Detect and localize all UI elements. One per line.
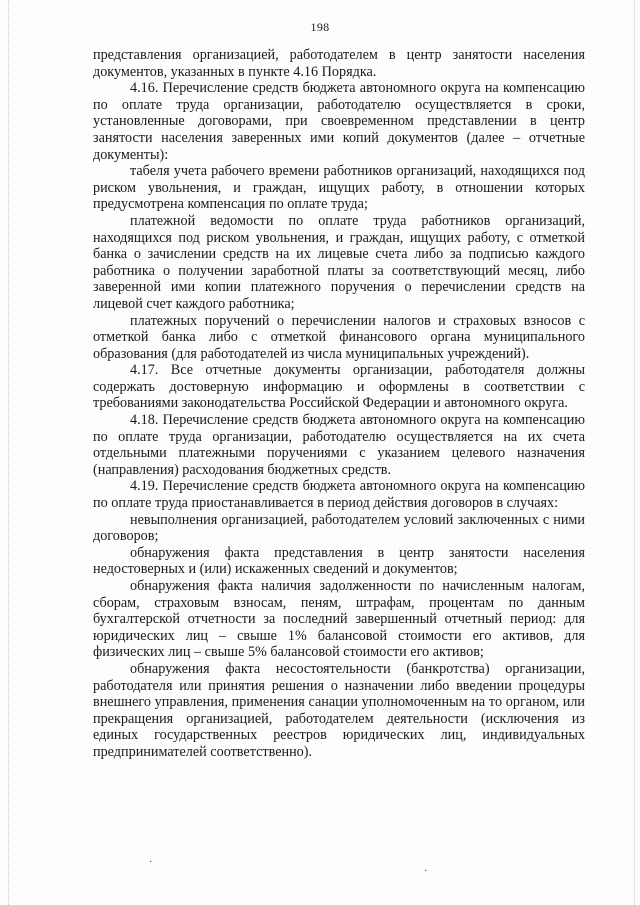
paragraph-false-info: обнаружения факта представления в центр занятости населения недостоверных и (или) искаженных сведений и документов; <box>93 544 585 578</box>
paragraph-arrears: обнаружения факта наличия задолженности по начисленным налогам, сборам, страховым взносам, пеням, штрафам, процентам по данным бухгалтерской отчетности за последний завершенный отчетный период: для юридических лиц – свыше 1% балансовой стоимости его активов, для физических лиц – свыше 5% балансовой стоимости его активов; <box>93 578 585 661</box>
scan-edge-right <box>634 0 636 905</box>
page-number: 198 <box>310 20 330 34</box>
paragraph-timesheet: табеля учета рабочего времени работников организаций, находящихся под риском увольнения, и граждан, ищущих работу, в отношении которых предусмотрена компенсация по оплате труда; <box>93 163 585 213</box>
document-body <box>93 47 585 761</box>
paragraph-4-17: 4.17. Все отчетные документы организации, работодателя должны содержать достоверную информацию и оформлены в соответствии с требованиями законодательства Российской Федерации и автономного округа. <box>93 362 585 412</box>
paragraph-4-19: 4.19. Перечисление средств бюджета автономного округа на компенсацию по оплате труда приостанавливается в период действия договоров в случаях: <box>93 478 585 512</box>
scan-edge-left <box>8 0 10 905</box>
paragraph-payroll: платежной ведомости по оплате труда работников организаций, находящихся под риском увольнения, и граждан, ищущих работу, с отметкой банка о зачислении средств на их лицевые счета либо за подписью каждого работника о получении заработной платы за соответствующий месяц, либо заверенной ими копии платежного поручения о перечислении средств на лицевой счет каждого работника; <box>93 212 585 312</box>
paragraph-non-fulfillment: невыполнения организацией, работодателем условий заключенных с ними договоров; <box>93 511 585 545</box>
paragraph-4-18: 4.18. Перечисление средств бюджета автономного округа на компенсацию по оплате труда организации, работодателю осуществляется на их счета отдельными платежными поручениями с указанием целевого назначения (направления) расходования бюджетных средств. <box>93 412 585 478</box>
paragraph-continuation: представления организацией, работодателем в центр занятости населения документов, указанных в пункте 4.16 Порядка. <box>93 47 585 80</box>
scan-dot-mark: · <box>149 857 153 868</box>
paragraph-bankruptcy: обнаружения факта несостоятельности (банкротства) организации, работодателя или принятия решения о назначении либо введении процедуры внешнего управления, применения санации уполномоченным на то органом, или прекращения организацией, работодателем деятельности (исключения из единых государственных реестров юридических лиц, индивидуальных предпринимателей соответственно). <box>93 660 585 760</box>
paragraph-payment-orders: платежных поручений о перечислении налогов и страховых взносов с отметкой банка либо с отметкой финансового органа муниципального образования (для работодателей из числа муниципальных учреждений). <box>93 312 585 362</box>
paragraph-4-16: 4.16. Перечисление средств бюджета автономного округа на компенсацию по оплате труда организации, работодателю осуществляется в сроки, установленные договорами, при своевременном представлении в центр занятости населения заверенных ими копий документов (далее – отчетные документы): <box>93 80 585 163</box>
scan-dot-mark: · <box>424 866 428 877</box>
